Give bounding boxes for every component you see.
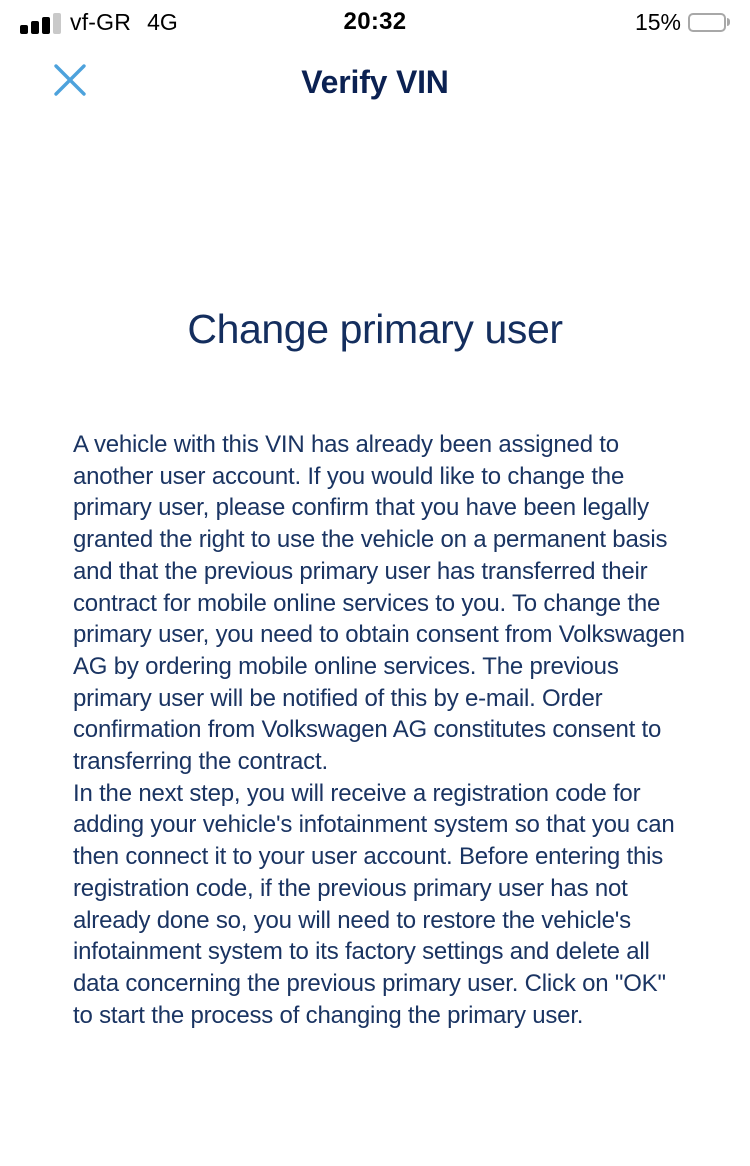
page-heading: Change primary user xyxy=(187,306,563,352)
battery-nub xyxy=(727,18,730,26)
battery-body xyxy=(688,13,726,32)
battery-icon xyxy=(688,13,730,32)
page-title: Verify VIN xyxy=(301,64,449,100)
status-bar xyxy=(0,0,750,44)
signal-bar-empty xyxy=(53,13,61,34)
nav-header xyxy=(0,52,750,116)
battery-percent-label: 15% xyxy=(634,8,681,35)
signal-bar xyxy=(31,21,39,34)
status-bar-left xyxy=(20,9,178,36)
signal-bar xyxy=(20,25,28,34)
paragraph-contract-transfer: A vehicle with this VIN has already been assigned to another user account. If you would like to change the primary user, please confirm that you have been legally granted the right to use the vehicle on a permanent basis and that the previous primary user has transferred their contract for mobile online services to you. To change the primary user, you need to obtain consent from Volkswagen AG by ordering mobile online services. The previous primary user will be notified of this by e-mail. Order confirmation from Volkswagen AG constitutes consent to transferring the contract. xyxy=(73,431,685,776)
carrier-label: vf-GR xyxy=(70,8,132,35)
network-type-label: 4G xyxy=(147,8,178,35)
body-copy xyxy=(73,429,687,1031)
cellular-signal-icon xyxy=(20,13,61,34)
status-bar-right xyxy=(635,9,730,36)
signal-bar xyxy=(42,17,50,34)
paragraph-next-step: In the next step, you will receive a registration code for adding your vehicle's infotainment system so that you can then connect it to your user account. Before entering this registration code, if the previous primary user has not already done so, you will need to restore the vehicle's infotainment system to its factory settings and delete all data concerning the previous primary user. Click on "OK" to start the process of changing the primary user. xyxy=(73,779,675,1029)
clock: 20:32 xyxy=(343,8,407,35)
